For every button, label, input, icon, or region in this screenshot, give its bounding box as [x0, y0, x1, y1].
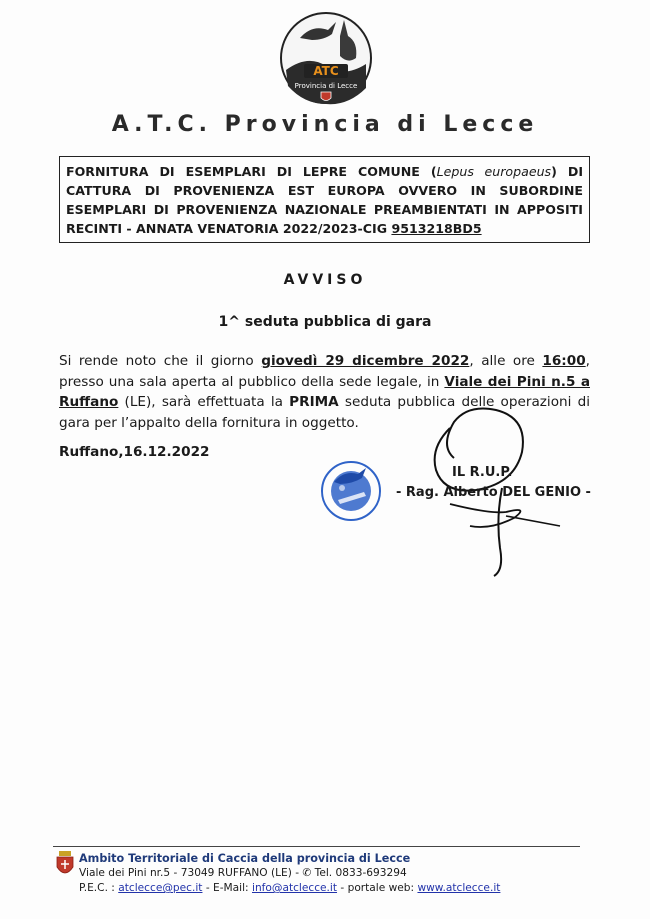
body-text-2: , alle ore — [469, 353, 543, 369]
footer-divider — [53, 846, 580, 847]
footer-contacts — [79, 882, 500, 894]
session-address: Viale dei Pini n.5 a Ruffano — [59, 373, 590, 410]
place-and-date: Ruffano,16.12.2022 — [59, 444, 210, 460]
footer-pec-link[interactable]: atclecce@pec.it — [118, 882, 203, 894]
official-stamp — [320, 460, 382, 522]
footer-address: Viale dei Pini nr.5 - 73049 RUFFANO (LE) - ✆ Tel. 0833-693294 — [79, 867, 407, 879]
svg-text:ATC: ATC — [313, 64, 339, 78]
organization-title: A.T.C. Provincia di Lecce — [111, 112, 539, 137]
subject-text-part1: FORNITURA DI ESEMPLARI DI LEPRE COMUNE ( — [66, 164, 437, 179]
subject-text-part2: ) DI CATTURA DI PROVENIENZA EST EUROPA OVVERO IN SUBORDINE ESEMPLARI DI PROVENIENZA NAZIONALE PREAMBIENTATI IN APPOSITI RECINTI - ANNATA VENATORIA 2022/2023-CIG — [66, 164, 583, 236]
footer-email-link[interactable]: info@atclecce.it — [252, 882, 338, 894]
body-text-5: seduta pubblica delle operazioni di gara per l’appalto della fornitura in oggetto. — [59, 394, 590, 431]
footer-web-link[interactable]: www.atclecce.it — [417, 882, 501, 894]
notice-subtitle: 1^ seduta pubblica di gara — [218, 314, 432, 330]
subject-cig-code: 9513218BD5 — [391, 221, 482, 236]
footer-org-name: Ambito Territoriale di Caccia della provincia di Lecce — [79, 852, 411, 865]
subject-latin-name: Lepus europaeus — [436, 164, 552, 179]
body-text-1: Si rende noto che il giorno — [59, 353, 262, 369]
signatory-name: - Rag. Alberto DEL GENIO - — [396, 485, 591, 500]
footer-pec-label: P.E.C. : — [79, 882, 119, 894]
signatory-title: IL R.U.P. — [452, 465, 513, 480]
footer-web-label: - portale web: — [337, 882, 418, 894]
body-text-3: , presso una sala aperta al pubblico della sede legale, in — [59, 353, 590, 390]
session-date: giovedì 29 dicembre 2022 — [261, 353, 470, 369]
footer-email-label: - E-Mail: — [202, 882, 252, 894]
subject-box — [59, 156, 590, 243]
atc-logo — [278, 8, 374, 108]
notice-title: AVVISO — [283, 272, 367, 288]
session-prima: PRIMA — [289, 394, 339, 410]
svg-text:Provincia di Lecce: Provincia di Lecce — [294, 82, 358, 90]
body-text-4: (LE), sarà effettuata la — [118, 394, 290, 410]
province-crest-icon — [321, 92, 331, 101]
session-time: 16:00 — [542, 353, 586, 369]
province-crest-icon — [56, 851, 74, 879]
